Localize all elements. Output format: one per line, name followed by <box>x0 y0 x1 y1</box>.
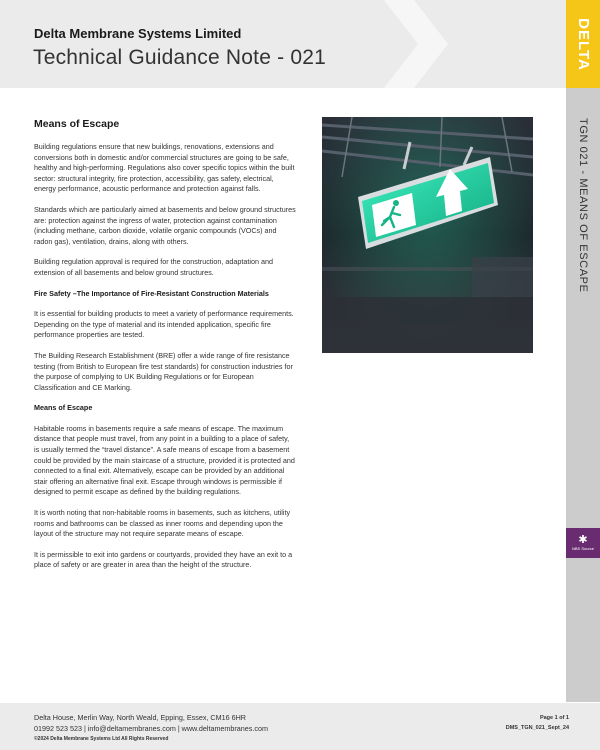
paragraph: It is permissible to exit into gardens or courtyards, provided they have an exit to a place of safety or are greater in area than the height of the structure. <box>34 549 293 570</box>
footer-copyright: ©2024 Delta Membrane Systems Ltd All Rights Reserved <box>34 736 169 742</box>
section-title: Means of Escape <box>34 118 120 130</box>
main-content <box>34 118 296 581</box>
document-reference: DMS_TGN_021_Sept_24 <box>505 725 569 731</box>
paragraph: It is essential for building products to meet a variety of performance requirements. Depending on the type of material and its intended application, specific fire performance properties are tested. <box>34 309 294 340</box>
subheading-fire-safety: Fire Safety –The Importance of Fire-Resistant Construction Materials <box>34 288 269 298</box>
paragraph: Habitable rooms in basements require a safe means of escape. The maximum distance that people must travel, from any point in a building to a place of safety, is usually termed the “travel distance”. A safe means of escape from a basement could be provided by the main staircase of a structure, provided it is protected and connected to a final exit. Alternatively, escape can be provided by an additional stair offering an alternative final exit. Escape through windows is permissible if designed to permit escape as defined by the building regulations. <box>34 423 295 497</box>
emergency-exit-sign-photo <box>322 117 533 353</box>
paragraph: Building regulation approval is required for the construction, adaptation and extension of all basements and below ground structures. <box>34 257 273 277</box>
nbs-star-icon: ✱ <box>578 533 588 546</box>
paragraph: Building regulations ensure that new buildings, renovations, extensions and conversions both in domestic and/or commercial structures are going to be safe, healthy and high-performing. Regulations also cover specific topics within the built sector: structural integrity, fire protection, accessibility, gas safety, electrical, energy performance, acoustic performance and protection against falls. <box>34 142 295 194</box>
sidebar-vertical-label: TGN 021 - MEANS OF ESCAPE <box>577 118 589 293</box>
nbs-badge-text: NBS Source <box>571 545 594 551</box>
document-footer <box>0 703 600 750</box>
paragraph: Standards which are particularly aimed at basements and below ground structures are: protection against the ingress of water, protection against contamination (including methane, carbon dioxide, volatile organic compounds (VOCs) and radon gas), ventilation, drains, along with others. <box>34 204 296 246</box>
document-title: Technical Guidance Note - 021 <box>33 46 326 69</box>
company-name: Delta Membrane Systems Limited <box>34 26 242 41</box>
paragraph: The Building Research Establishment (BRE) offer a wide range of fire resistance testing (from British to European fire test standards) for construction industries for the purpose of complying to UK Building Regulations or for European Classification and CE Marking. <box>34 350 293 392</box>
nbs-source-badge <box>566 528 600 558</box>
footer-address: Delta House, Merlin Way, North Weald, Epping, Essex, CM16 6HR <box>34 713 246 722</box>
delta-logo <box>566 0 600 88</box>
paragraph: It is worth noting that non-habitable rooms in basements, such as kitchens, utility rooms and bathrooms can be classed as inner rooms and depending upon the layout of the structure may not require separate means of escape. <box>34 508 291 539</box>
page-number: Page 1 of 1 <box>539 715 569 721</box>
exit-sign-illustration <box>322 117 533 353</box>
footer-contact: 01992 523 523 | info@deltamembranes.com | www.deltamembranes.com <box>34 724 268 733</box>
delta-logo-text: DELTA <box>574 17 592 71</box>
document-header <box>0 0 566 88</box>
header-chevron-decoration <box>384 0 448 88</box>
subheading-means-of-escape: Means of Escape <box>34 403 93 413</box>
